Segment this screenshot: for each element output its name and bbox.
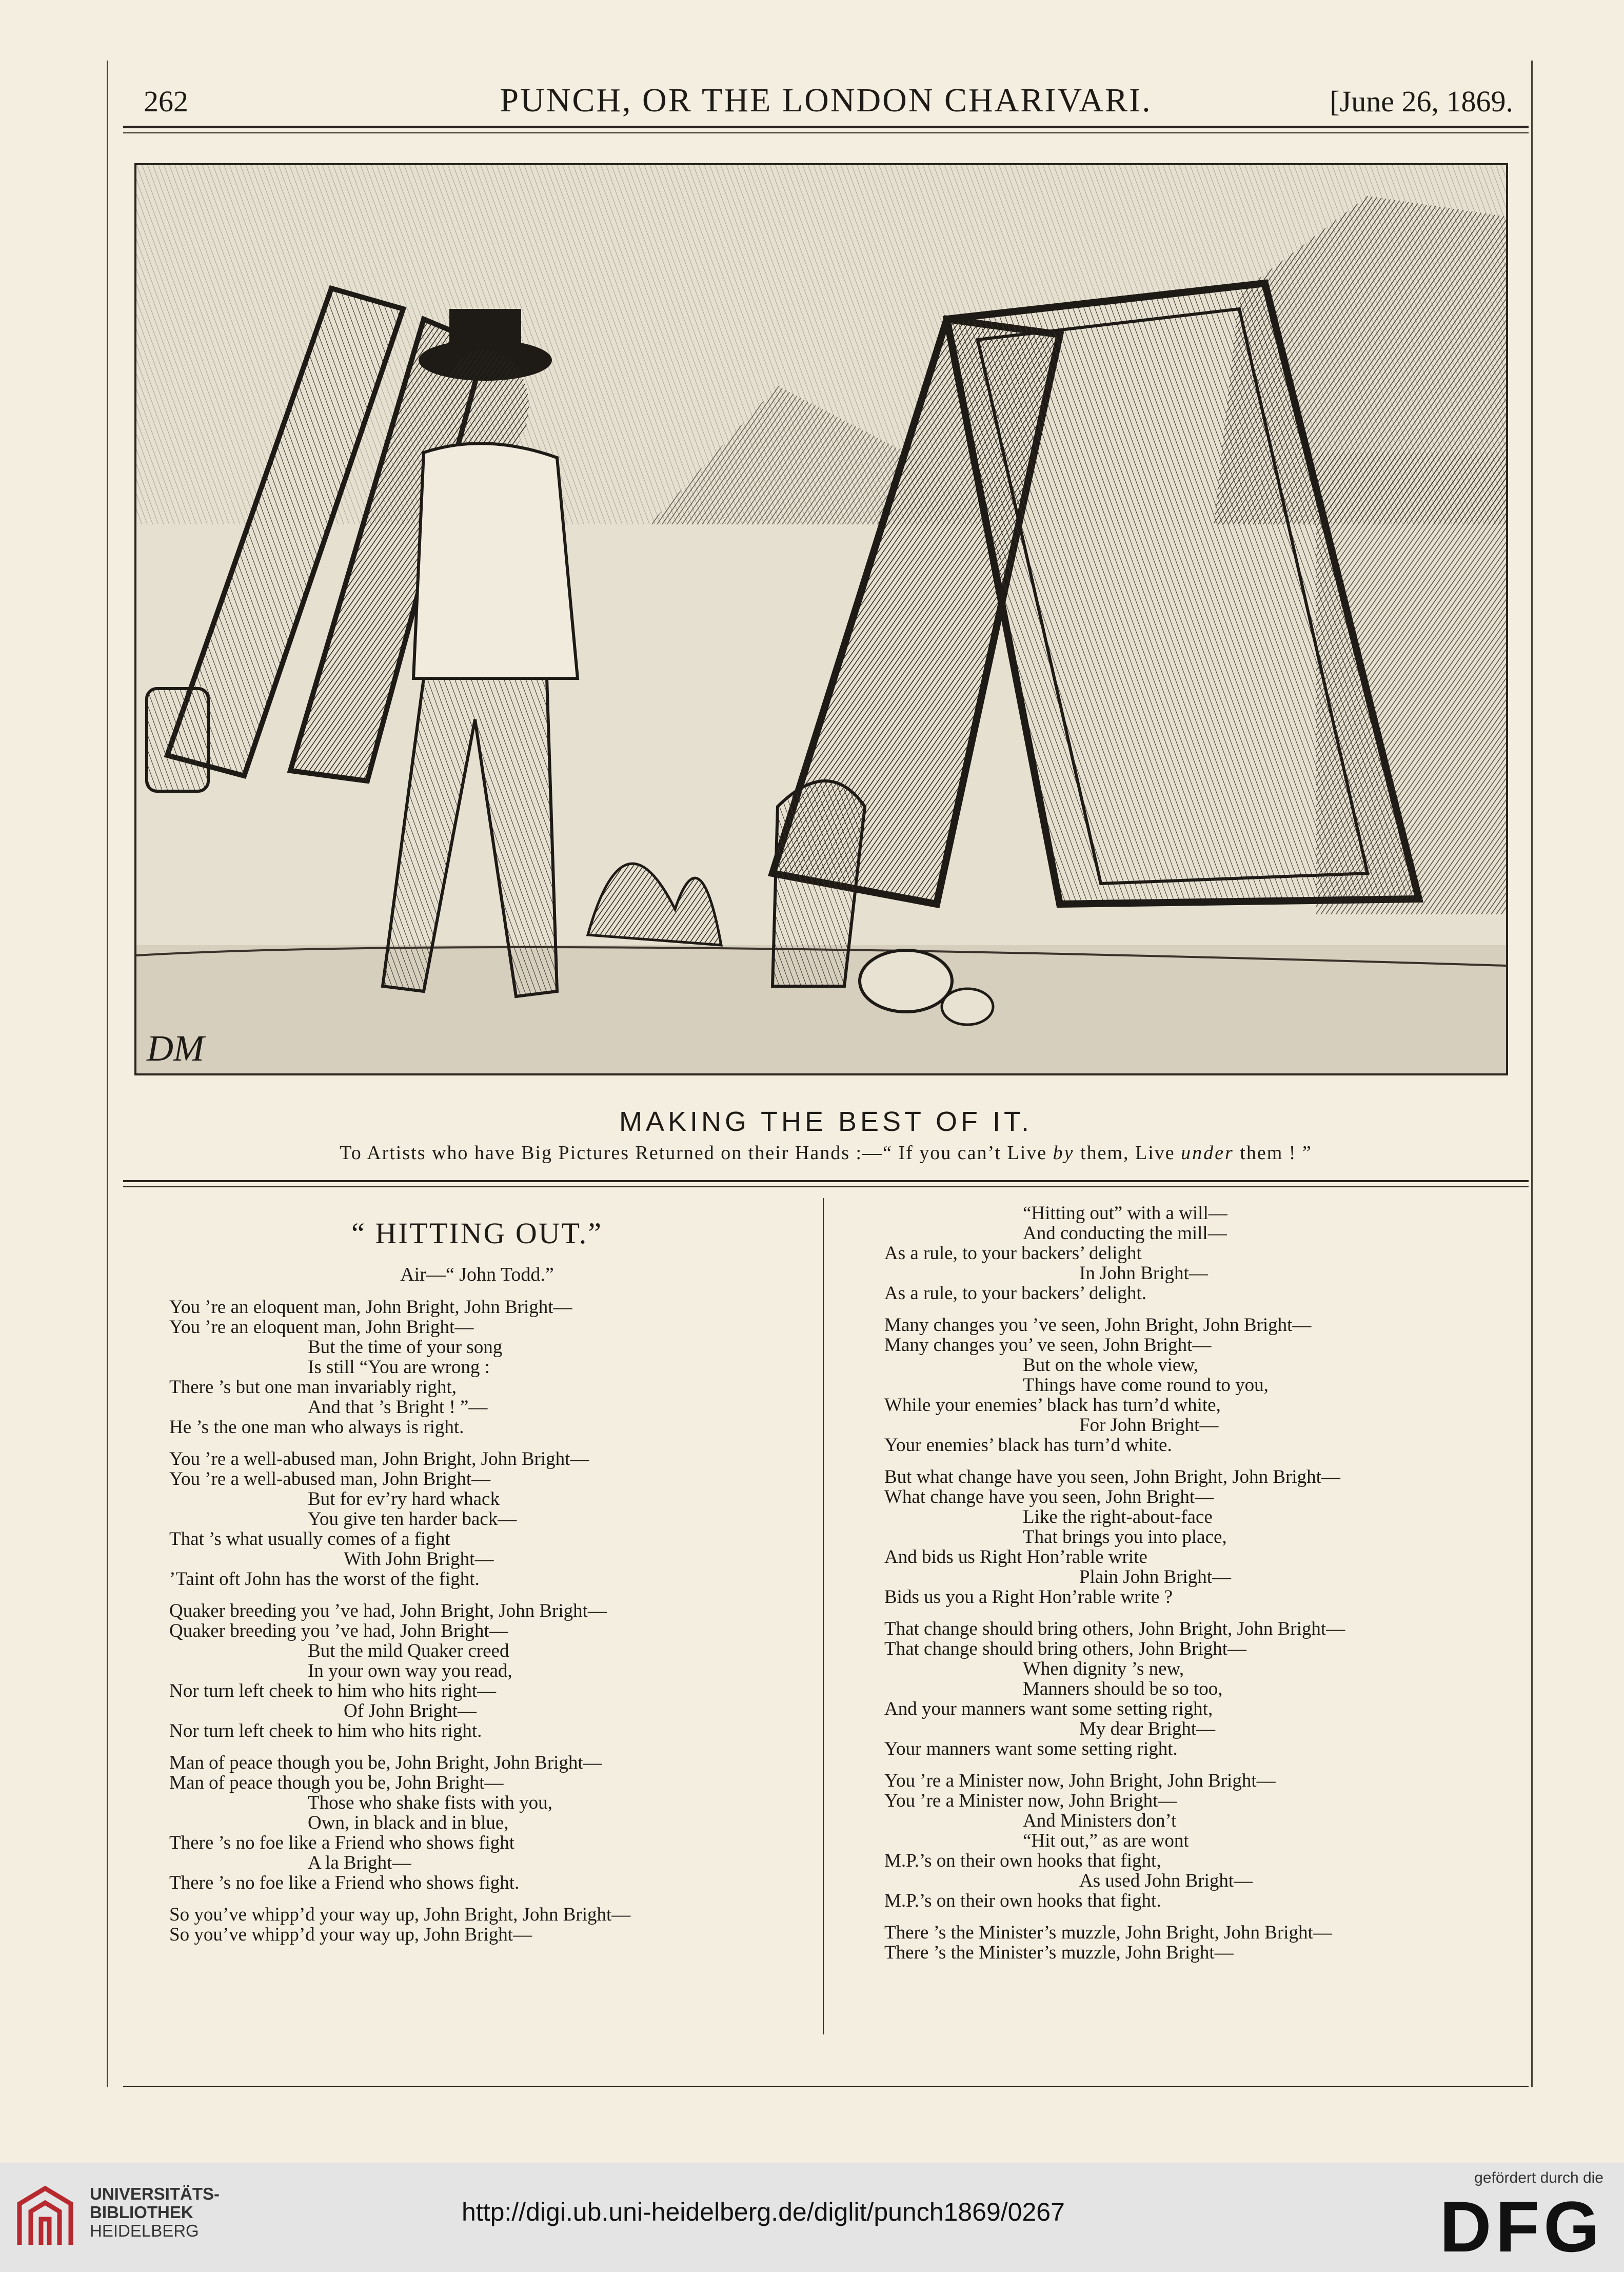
poem-line: That change should bring others, John Bright— <box>884 1638 1246 1659</box>
poem-line: “Hitting out” with a will— <box>1023 1203 1227 1224</box>
poem-line: A la Bright— <box>308 1852 411 1873</box>
poem-line: Many changes you’ ve seen, John Bright— <box>884 1335 1212 1356</box>
poem-line: And conducting the mill— <box>1023 1223 1227 1244</box>
stanza-break <box>169 1893 816 1905</box>
poem-line: You give ten harder back— <box>308 1509 517 1530</box>
header-rule-thin <box>123 132 1529 133</box>
poem-line: You ’re a Minister now, John Bright— <box>884 1790 1177 1811</box>
library-line-2: BIBLIOTHEK <box>90 2203 193 2222</box>
stanza-break <box>169 1437 816 1449</box>
poem-line: Man of peace though you be, John Bright— <box>169 1772 504 1793</box>
poem-line: And Ministers don’t <box>1023 1810 1177 1831</box>
poem-line: But the mild Quaker creed <box>308 1640 509 1661</box>
poem-line: There ’s no foe like a Friend who shows fight <box>169 1832 515 1853</box>
poem-line: But what change have you seen, John Bright, John Bright— <box>884 1466 1340 1487</box>
poem-line: He ’s the one man who always is right. <box>169 1417 464 1438</box>
stanza-break <box>884 1607 1526 1619</box>
poem-line: Own, in black and in blue, <box>308 1812 509 1833</box>
poem-line: While your enemies’ black has turn’d white, <box>884 1395 1221 1416</box>
library-line-1: UNIVERSITÄTS- <box>90 2184 220 2203</box>
poem-line: For John Bright— <box>1079 1415 1219 1436</box>
poem-line: Nor turn left cheek to him who hits right. <box>169 1720 482 1741</box>
poem-line: Quaker breeding you ’ve had, John Bright, John Bright— <box>169 1600 607 1621</box>
poem-line: In John Bright— <box>1079 1263 1208 1284</box>
poem-line: There ’s the Minister’s muzzle, John Bright— <box>884 1942 1234 1963</box>
subtitle-suffix: them ! ” <box>1234 1142 1312 1164</box>
section-rule-thin <box>123 1186 1529 1187</box>
poem-line: In your own way you read, <box>308 1660 512 1681</box>
university-library-logo-icon <box>14 2183 76 2250</box>
poem-line: Is still “You are wrong : <box>308 1357 490 1378</box>
poem-line: And that ’s Bright ! ”— <box>308 1397 488 1418</box>
header-rule-thick <box>123 126 1529 128</box>
barrel <box>147 689 208 791</box>
poem-line: There ’s the Minister’s muzzle, John Bright, John Bright— <box>884 1922 1332 1943</box>
section-rule-thick <box>123 1180 1529 1182</box>
poem-line: That ’s what usually comes of a fight <box>169 1529 450 1550</box>
issue-date: [June 26, 1869. <box>1330 85 1513 118</box>
stanza-break <box>884 1455 1526 1467</box>
poem-line: What change have you seen, John Bright— <box>884 1486 1214 1507</box>
poem-line: So you’ve whipp’d your way up, John Bright— <box>169 1924 532 1945</box>
stanza-break <box>169 1741 816 1753</box>
poem-title: “ HITTING OUT.” <box>351 1217 603 1250</box>
cartoon-illustration <box>134 163 1508 1075</box>
poem-line: Plain John Bright— <box>1079 1566 1232 1588</box>
poem-right-column <box>884 1203 1526 1963</box>
poem-line: Your manners want some setting right. <box>884 1738 1178 1759</box>
poem-line: You ’re an eloquent man, John Bright, John Bright— <box>169 1297 572 1318</box>
poem-line: You ’re an eloquent man, John Bright— <box>169 1317 474 1338</box>
subtitle-prefix: To Artists who have Big Pictures Returned on their Hands :—“ If you can’t Live <box>340 1142 1053 1164</box>
poem-line: There ’s but one man invariably right, <box>169 1377 457 1398</box>
dfg-logo: DFG <box>1439 2186 1603 2267</box>
stanza-break <box>884 1303 1526 1315</box>
poem-line: But on the whole view, <box>1023 1355 1198 1376</box>
page-number: 262 <box>144 85 188 118</box>
subtitle-by: by <box>1053 1142 1075 1164</box>
poem-line: That brings you into place, <box>1023 1526 1227 1548</box>
subtitle-mid: them, Live <box>1074 1142 1181 1164</box>
poem-line: M.P.’s on their own hooks that fight, <box>884 1850 1161 1871</box>
poem-line: Things have come round to you, <box>1023 1375 1269 1396</box>
poem-line: Those who shake fists with you, <box>308 1792 552 1813</box>
poem-line: M.P.’s on their own hooks that fight. <box>884 1890 1161 1911</box>
artist-signature: DM <box>147 1028 204 1069</box>
poem-air: Air—“ John Todd.” <box>400 1264 554 1285</box>
poem-left-column <box>169 1297 816 1945</box>
subtitle-under: under <box>1181 1142 1234 1164</box>
poem-line: Bids us you a Right Hon’rable write ? <box>884 1587 1173 1608</box>
stanza-break <box>884 1759 1526 1771</box>
page-border-left <box>107 61 108 2087</box>
poem-line: There ’s no foe like a Friend who shows fight. <box>169 1872 520 1893</box>
poem-line: Man of peace though you be, John Bright, John Bright— <box>169 1752 602 1773</box>
poem-line: As a rule, to your backers’ delight <box>884 1243 1142 1264</box>
poem-line: Of John Bright— <box>344 1700 477 1721</box>
poem-line: But for ev’ry hard whack <box>308 1488 500 1510</box>
poem-line: And bids us Right Hon’rable write <box>884 1546 1147 1568</box>
poem-line: That change should bring others, John Bright, John Bright— <box>884 1618 1345 1639</box>
poem-line: So you’ve whipp’d your way up, John Bright, John Bright— <box>169 1904 631 1925</box>
poem-line: As a rule, to your backers’ delight. <box>884 1283 1146 1304</box>
stanza-break <box>169 1589 816 1601</box>
running-head <box>133 77 1518 123</box>
source-url-link[interactable]: http://digi.ub.uni-heidelberg.de/diglit/punch1869/0267 <box>462 2198 1065 2226</box>
poem-line: “Hit out,” as are wont <box>1023 1830 1189 1851</box>
page-bottom-rule <box>123 2086 1529 2087</box>
column-divider <box>823 1198 824 2034</box>
cartoon-engraving <box>136 165 1506 1073</box>
poem-line: My dear Bright— <box>1079 1718 1216 1739</box>
poem-line: Nor turn left cheek to him who hits right— <box>169 1680 497 1701</box>
poem-line: With John Bright— <box>344 1549 494 1570</box>
library-line-3: HEIDELBERG <box>90 2221 199 2240</box>
poem-line: You ’re a Minister now, John Bright, John Bright— <box>884 1770 1276 1791</box>
stanza-break <box>884 1911 1526 1923</box>
cartoon-title: MAKING THE BEST OF IT. <box>619 1106 1033 1137</box>
page-border-right <box>1531 61 1533 2087</box>
poem-line: Quaker breeding you ’ve had, John Bright— <box>169 1620 508 1641</box>
poem-line: Manners should be so too, <box>1023 1678 1223 1699</box>
poem-line: You ’re a well-abused man, John Bright, John Bright— <box>169 1448 589 1470</box>
poem-line: As used John Bright— <box>1079 1870 1253 1891</box>
poem-line: You ’re a well-abused man, John Bright— <box>169 1468 491 1490</box>
poem-line: Many changes you ’ve seen, John Bright, John Bright— <box>884 1315 1312 1336</box>
poem-line: Your enemies’ black has turn’d white. <box>884 1435 1172 1456</box>
cartoon-subtitle <box>123 1142 1529 1164</box>
journal-title: PUNCH, OR THE LONDON CHARIVARI. <box>500 82 1152 119</box>
poem-line: And your manners want some setting right, <box>884 1698 1213 1719</box>
university-library-name <box>90 2185 220 2240</box>
poem-line: Like the right-about-face <box>1023 1506 1213 1527</box>
funding-note: gefördert durch die <box>1474 2169 1603 2186</box>
poem-line: But the time of your song <box>308 1337 503 1358</box>
poem-line: ’Taint oft John has the worst of the fight. <box>169 1569 480 1590</box>
poem-line: When dignity ’s new, <box>1023 1658 1184 1679</box>
